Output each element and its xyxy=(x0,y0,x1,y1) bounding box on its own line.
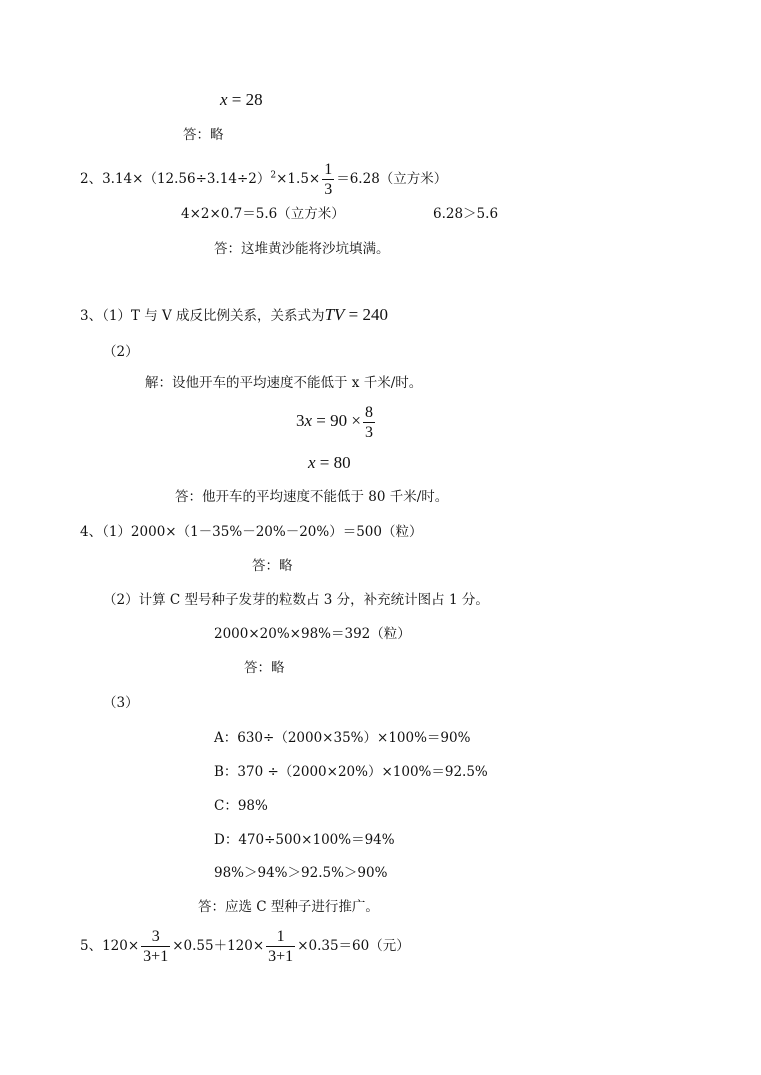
equation-x-80 xyxy=(308,453,351,473)
rate-c: C：98% xyxy=(214,798,268,814)
pit-volume-calc: 4×2×0.7＝5.6（立方米） xyxy=(181,206,345,222)
problem-5-calc xyxy=(80,922,410,970)
calc-middle: ×1.5× xyxy=(276,171,321,187)
rate-a: A：630÷（2000×35%）×100%＝90% xyxy=(214,730,471,746)
volume-comparison: 6.28＞5.6 xyxy=(433,206,499,222)
equation-x-28 xyxy=(220,90,263,110)
variable-tv: TV xyxy=(324,305,345,324)
problem-4-part-3-label: （3） xyxy=(103,695,139,711)
fraction-numerator: 1 xyxy=(324,161,333,178)
rate-comparison: 98%＞94%＞92.5%＞90% xyxy=(214,865,388,881)
calc-result: ＝6.28（立方米） xyxy=(336,171,448,187)
answer-brief-3: 答：略 xyxy=(244,660,285,676)
answer-choose-c: 答：应选 C 型种子进行推广。 xyxy=(198,899,379,915)
fraction-one-fourth xyxy=(266,927,295,966)
answer-brief-1: 答：略 xyxy=(183,127,224,143)
fraction-eight-thirds xyxy=(363,403,375,442)
relation-constant: = 240 xyxy=(344,305,388,324)
fraction-denominator: 3 xyxy=(324,181,333,198)
problem-4-part-1: 4、（1）2000×（1－35%－20%－20%）＝500（粒） xyxy=(80,524,423,540)
calc-prefix: 5、120× xyxy=(80,938,140,954)
answer-sand-fills-pit: 答：这堆黄沙能将沙坑填满。 xyxy=(214,241,390,257)
answer-brief-2: 答：略 xyxy=(252,558,293,574)
problem-4-part-2: （2）计算 C 型号种子发芽的粒数占 3 分，补充统计图占 1 分。 xyxy=(103,592,489,608)
answer-min-speed: 答：他开车的平均速度不能低于 80 千米/时。 xyxy=(175,489,449,505)
fraction-numerator: 8 xyxy=(364,403,373,421)
coefficient: 3 xyxy=(296,411,305,430)
fraction-numerator: 1 xyxy=(276,928,285,945)
relation-statement: 3、（1）T 与 V 成反比例关系，关系式为 xyxy=(80,308,325,324)
variable-x: x xyxy=(304,411,313,430)
problem-3-part-1 xyxy=(80,305,388,326)
exponent: 2 xyxy=(270,170,277,181)
fraction-denominator: 3 xyxy=(364,423,373,441)
equation-rhs: = 80 xyxy=(315,453,351,472)
solution-assumption: 解：设他开车的平均速度不能低于 x 千米/时。 xyxy=(145,375,423,391)
fraction-denominator: 3+1 xyxy=(143,948,169,965)
variable-x: x xyxy=(220,90,228,109)
fraction-three-fourths xyxy=(141,927,170,966)
equation-rhs: = 28 xyxy=(227,90,263,109)
fraction-one-third xyxy=(322,160,334,199)
calc-middle: ×0.55＋120× xyxy=(172,938,265,954)
calc-prefix: 2、3.14×（12.56÷3.14÷2） xyxy=(80,171,271,187)
calc-result: ×0.35＝60（元） xyxy=(297,938,410,954)
equation-3x xyxy=(296,398,377,444)
fraction-numerator: 3 xyxy=(151,928,160,945)
rate-b: B：370 ÷（2000×20%）×100%＝92.5% xyxy=(214,764,488,780)
equation-middle: = 90 × xyxy=(312,411,361,430)
problem-3-part-2-label: （2） xyxy=(103,344,139,360)
rate-d: D：470÷500×100%＝94% xyxy=(214,832,395,848)
germination-calc: 2000×20%×98%＝392（粒） xyxy=(214,626,411,642)
fraction-denominator: 3+1 xyxy=(268,948,294,965)
problem-2-volume-calc xyxy=(80,160,447,199)
variable-x: x xyxy=(308,453,316,472)
